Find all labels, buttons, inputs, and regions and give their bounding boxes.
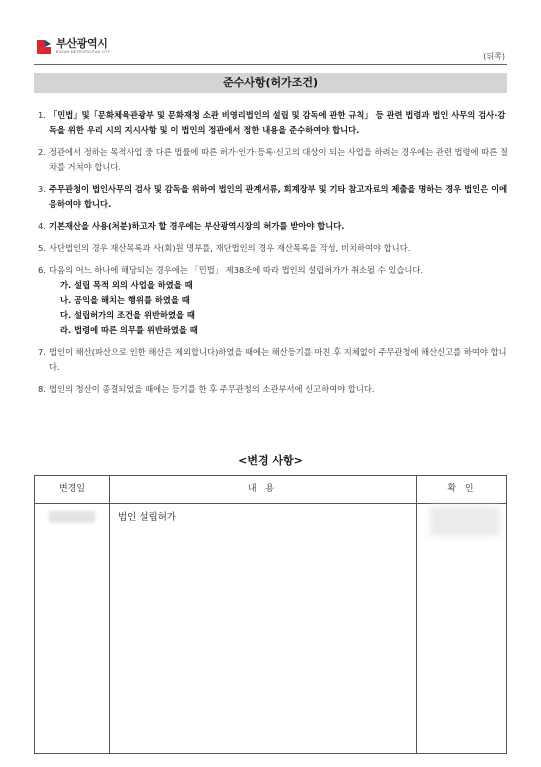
- rule-sub-item: 라. 법령에 따른 의무를 위반하였을 때: [60, 325, 198, 335]
- column-divider: [416, 476, 417, 753]
- rule-number: 4.: [38, 221, 46, 231]
- rule-number: 6.: [38, 265, 46, 275]
- rule-number: 5.: [38, 243, 46, 253]
- changes-table: [34, 475, 507, 754]
- rule-text: 「민법」및「문화체육관광부 및 문화재청 소관 비영리법인의 설립 및 감독에 관한 규칙」 등 관련 법령과 법인 사무의 검사·감독을 위한 우리 시의 지시사항 및 이 법인의 정관에서 정한 내용을 준수하여야 합니다.: [49, 110, 506, 135]
- rule-sub-item: 나. 공익을 해치는 행위를 하였을 때: [60, 295, 190, 305]
- rule-item: [38, 182, 508, 212]
- header-change-date: 변경일: [58, 484, 86, 494]
- rule-item: [38, 241, 508, 256]
- header-content: 내 용: [247, 484, 278, 494]
- redacted-confirm-stamp: [430, 506, 500, 536]
- rule-item: [38, 345, 508, 375]
- rule-text: 정관에서 정하는 목적사업 중 다른 법률에 따른 허가·인가·등록·신고의 대상이 되는 사업을 하려는 경우에는 관련 법령에 따른 절차를 거쳐야 합니다.: [49, 147, 508, 172]
- rule-text: 법인의 청산이 종결되었을 때에는 등기를 한 후 주무관청의 소관부서에 신고하여야 합니다.: [49, 384, 375, 394]
- rule-text: 주무관청이 법인사무의 검사 및 감독을 위하여 법인의 관계서류, 회계장부 및 기타 참고자료의 제출을 명하는 경우 법인은 이에 응하여야 합니다.: [49, 184, 508, 209]
- redacted-date-cell: [49, 511, 95, 523]
- rule-text: 사단법인의 경우 재산목록과 사(회)원 명부를, 재단법인의 경우 재산목록을 작성, 비치하여야 합니다.: [49, 243, 411, 253]
- rules-list: [38, 108, 508, 404]
- column-divider: [109, 476, 110, 753]
- rule-text: 기본재산을 사용(처분)하고자 할 경우에는 부산광역시장의 허가를 받아야 합니다.: [49, 221, 345, 231]
- busan-logo: [36, 38, 110, 55]
- content-cell: 법인 설립허가: [118, 512, 177, 523]
- header-confirm: 확 인: [447, 484, 477, 494]
- back-side-label: (뒤쪽): [483, 52, 505, 61]
- rule-text: 법인이 해산(파산으로 인한 해산은 제외합니다)하였을 때에는 해산등기를 마친 후 지체없이 주무관청에 해산신고를 하여야 합니다.: [49, 347, 507, 372]
- rule-number: 8.: [38, 384, 46, 394]
- rule-sub-item: 가. 설립 목적 외의 사업을 하였을 때: [60, 280, 193, 290]
- rule-number: 7.: [38, 347, 46, 357]
- logo-subtitle: BUSAN METROPOLITAN CITY: [56, 50, 111, 54]
- rule-item: [38, 108, 508, 138]
- rule-text: 다음의 어느 하나에 해당되는 경우에는 「민법」 제38조에 따라 법인의 설립허가가 취소될 수 있습니다.: [49, 265, 424, 275]
- header-divider: [34, 64, 507, 65]
- busan-logo-icon: [36, 39, 52, 55]
- rule-number: 3.: [38, 184, 46, 194]
- rule-item: [38, 263, 508, 338]
- rule-item: [38, 219, 508, 234]
- rule-item: [38, 145, 508, 175]
- rule-sub-item: 다. 설립허가의 조건을 위반하였을 때: [60, 310, 195, 320]
- rule-number: 2.: [38, 147, 46, 157]
- logo-name: 부산광역시: [56, 37, 108, 50]
- changes-title: <변경 사항>: [238, 454, 303, 467]
- rule-item: [38, 382, 508, 397]
- page-title: 준수사항(허가조건): [34, 73, 507, 93]
- rule-number: 1.: [38, 110, 46, 120]
